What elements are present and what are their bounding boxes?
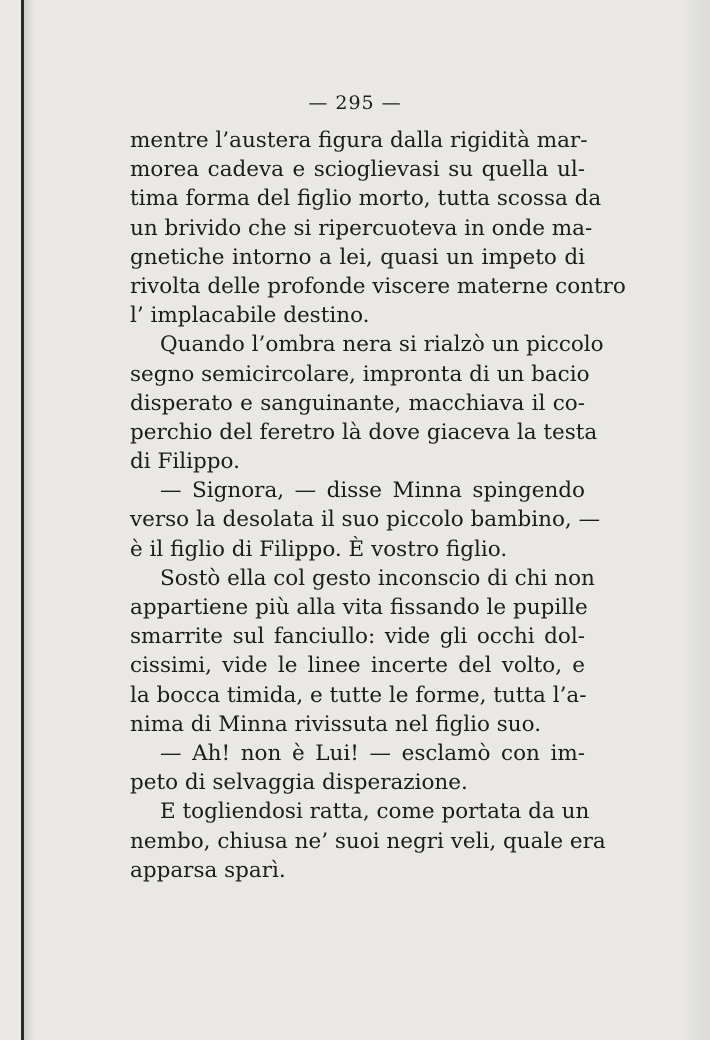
page-number: — 295 — [308, 92, 402, 114]
paragraph-start-line: Sostò ella col gesto inconscio di chi non [160, 565, 595, 591]
text-line: cissimi, vide le linee incerte del volto, e [130, 653, 585, 679]
text-line: smarrite sul fanciullo: vide gli occhi dol- [130, 624, 585, 650]
text-line: di Filippo. [130, 449, 240, 475]
paragraph-start-line: Quando l’ombra nera si rialzò un piccolo [160, 332, 604, 358]
text-line: disperato e sanguinante, macchiava il co- [130, 390, 585, 416]
text-line: mentre l’austera figura dalla rigidità mar- [130, 128, 588, 153]
text-line: tima forma del figlio morto, tutta scossa da [130, 186, 602, 212]
text-line: apparsa sparì. [130, 857, 286, 883]
text-line: l’ implacabile destino. [130, 303, 370, 329]
text-line: gnetiche intorno a lei, quasi un impeto di [130, 244, 585, 270]
text-line: peto di selvaggia disperazione. [130, 770, 468, 796]
paragraph-start-line: — Signora, — disse Minna spingendo [160, 478, 585, 504]
paragraph-start-line: E togliendosi ratta, come portata da un [160, 799, 590, 825]
text-line: perchio del feretro là dove giaceva la testa [130, 419, 598, 445]
body-text [130, 126, 626, 885]
text-line: nembo, chiusa ne’ suoi negri veli, quale era [130, 828, 606, 854]
text-line: nima di Minna rivissuta nel figlio suo. [130, 711, 542, 737]
paragraph-start-line: — Ah! non è Lui! — esclamò con im- [160, 740, 585, 766]
text-line: morea cadeva e sciogliev​asi su quella ul- [130, 157, 585, 183]
text-line: verso la desolata il suo piccolo bambino, — [130, 507, 601, 533]
text-line: è il figlio di Filippo. È vostro figlio. [130, 536, 508, 562]
text-line: un brivido che si ripercuoteva in onde ma- [130, 215, 593, 241]
binding-shadow [24, 0, 34, 1040]
text-line: appartiene più alla vita fissando le pupille [130, 595, 588, 620]
text-line: segno semicircolare, impronta di un bacio [130, 361, 590, 387]
text-line: la bocca timida, e tutte le forme, tutta l’a- [130, 682, 587, 708]
page-edge-shadow [680, 0, 710, 1040]
text-line: rivolta delle profonde viscere materne contro [130, 273, 626, 299]
